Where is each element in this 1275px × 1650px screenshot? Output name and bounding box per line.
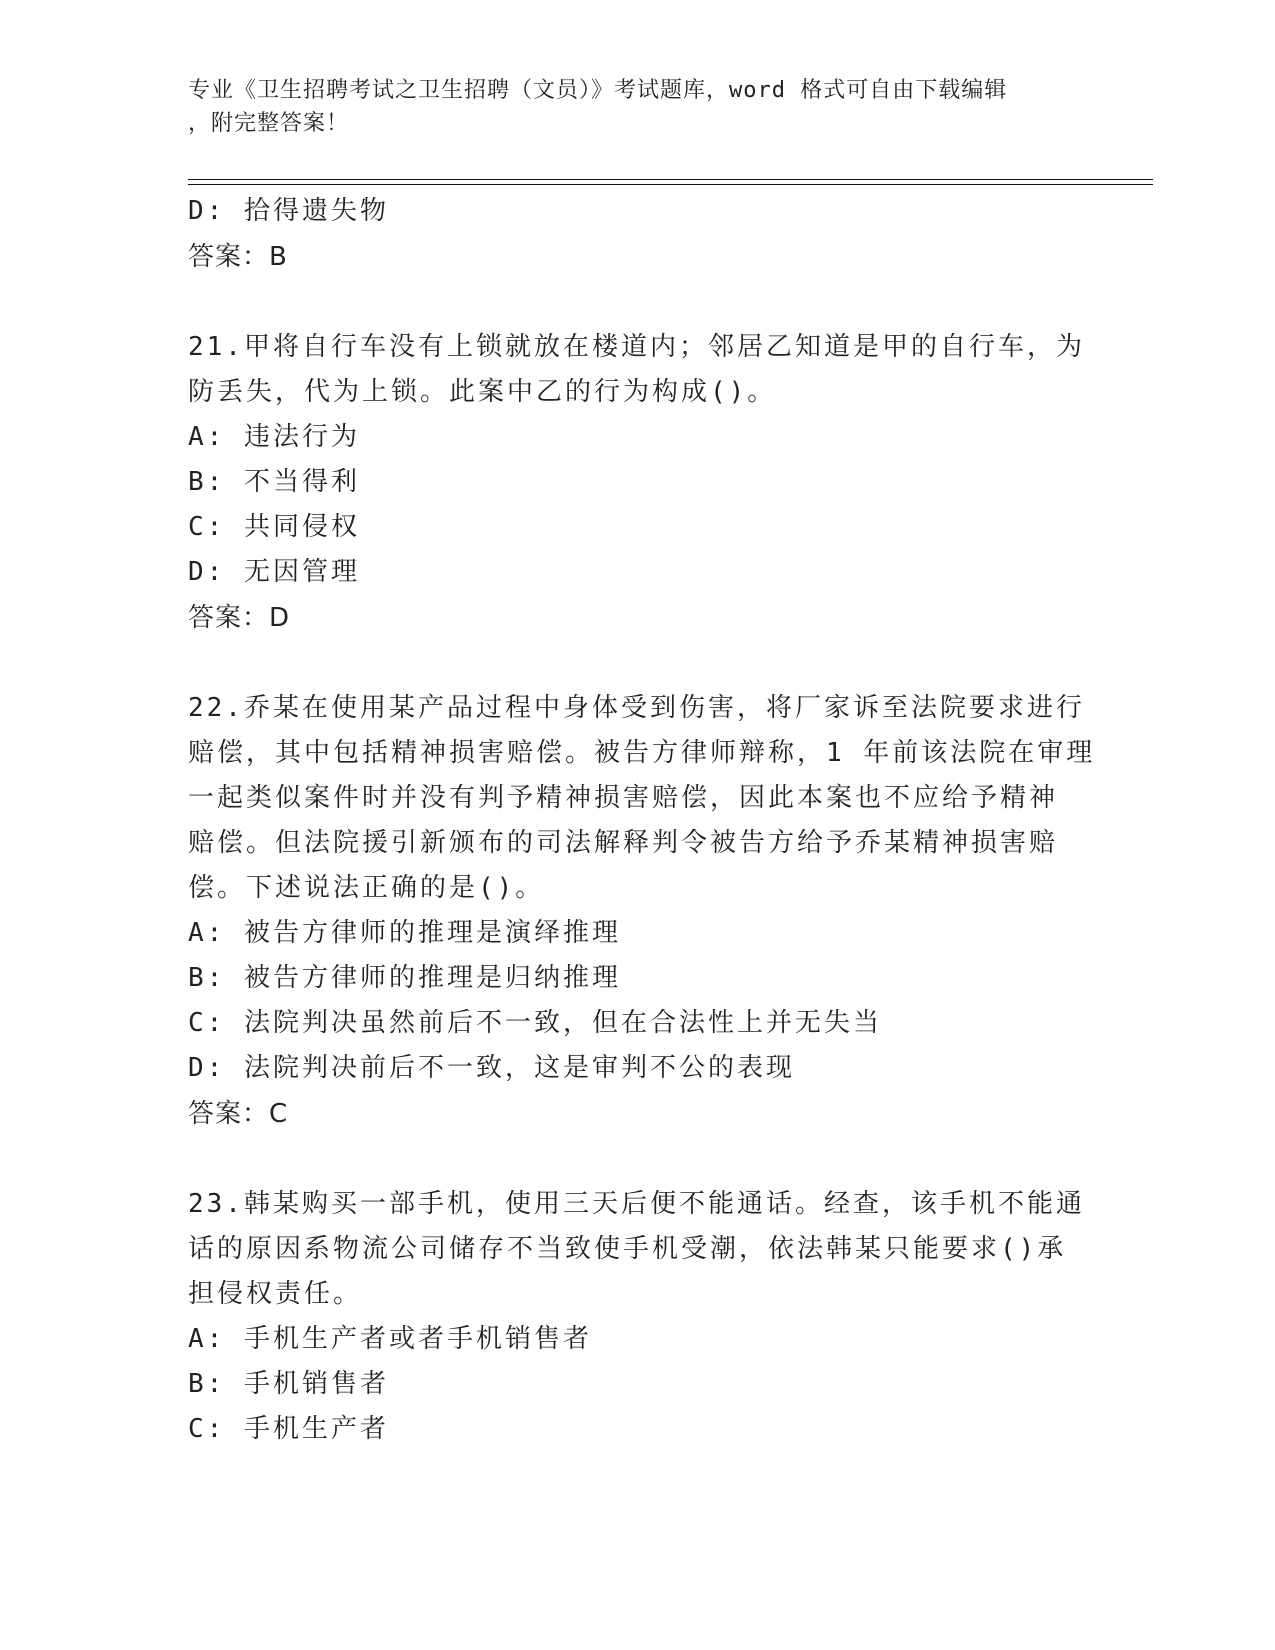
header-divider-bottom [188,184,1153,185]
question-stem-line: 21.甲将自行车没有上锁就放在楼道内；邻居乙知道是甲的自行车，为 [188,332,1085,362]
previous-answer: 答案：B [188,242,288,272]
option-a: A: 手机生产者或者手机销售者 [188,1324,592,1354]
answer-line: 答案：D [188,603,291,633]
header-divider-top [188,179,1153,180]
spacer [188,280,1088,325]
question-23 [188,1182,1088,1452]
option-c: C: 手机生产者 [188,1414,389,1444]
question-stem-line: 一起类似案件时并没有判予精神损害赔偿，因此本案也不应给予精神 [188,783,1059,813]
question-stem-line: 话的原因系物流公司储存不当致使手机受潮，依法韩某只能要求()承 [188,1234,1067,1264]
option-d: D: 无因管理 [188,557,360,587]
question-22 [188,686,1096,1137]
question-stem-line: 赔偿。但法院援引新颁布的司法解释判令被告方给予乔某精神损害赔 [188,828,1059,858]
option-b: B: 被告方律师的推理是归纳推理 [188,963,621,993]
option-a: A: 违法行为 [188,422,360,452]
option-d: D: 法院判决前后不一致，这是审判不公的表现 [188,1053,795,1083]
option-b: B: 不当得利 [188,467,360,497]
option-b: B: 手机销售者 [188,1369,389,1399]
question-stem-line: 23.韩某购买一部手机，使用三天后便不能通话。经查，该手机不能通 [188,1189,1085,1219]
question-stem-line: 偿。下述说法正确的是()。 [188,873,545,903]
question-21 [188,325,1088,641]
question-stem-line: 担侵权责任。 [188,1279,363,1309]
header-line-1: 专业《卫生招聘考试之卫生招聘（文员）》考试题库，word 格式可自由下载编辑 [188,78,1008,103]
answer-line: 答案：C [188,1099,289,1129]
previous-option-d: D: 拾得遗失物 [188,196,389,226]
spacer [188,641,1088,686]
spacer [188,1137,1088,1182]
question-stem-line: 防丢失，代为上锁。此案中乙的行为构成()。 [188,377,777,407]
header-line-2: ，附完整答案！ [188,111,350,136]
question-content [188,189,1096,1452]
question-stem-line: 22.乔某在使用某产品过程中身体受到伤害，将厂家诉至法院要求进行 [188,693,1085,723]
option-c: C: 共同侵权 [188,512,360,542]
document-header [188,74,1088,140]
option-a: A: 被告方律师的推理是演绎推理 [188,918,621,948]
option-c: C: 法院判决虽然前后不一致，但在合法性上并无失当 [188,1008,882,1038]
question-stem-line: 赔偿，其中包括精神损害赔偿。被告方律师辩称，1 年前该法院在审理 [188,738,1096,768]
